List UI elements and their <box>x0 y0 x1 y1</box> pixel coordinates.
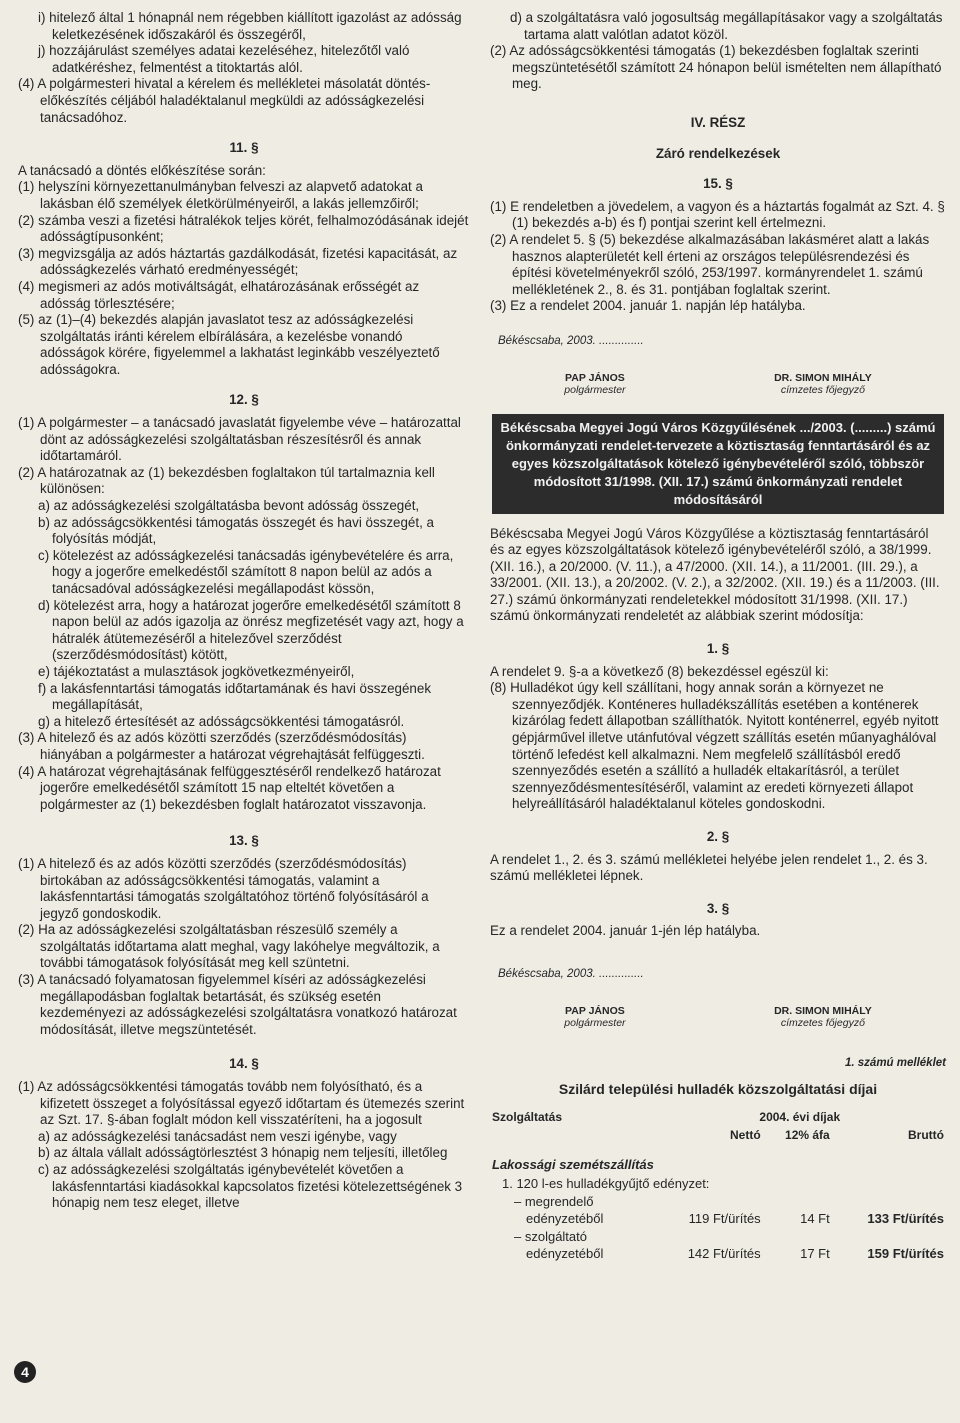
list-item: b) az általa vállalt adósságtörlesztést 3 hónapig nem teljesíti, illetőleg <box>38 1145 448 1161</box>
list-item: (2) Ha az adósságkezelési szolgáltatásban részesülő személy a szolgáltatás időtartama alatt meghal, vagy lakóhelye megváltozik, a további támogatások folyósítását meg kell szüntetni. <box>18 922 440 971</box>
left-column <box>18 10 470 1212</box>
signatory-name: DR. SIMON MIHÁLY <box>774 1004 872 1017</box>
section-title: 12. § <box>229 392 259 408</box>
paragraph: (2) A határozatnak az (1) bekezdésben foglaltakon túl tartalmaznia kell különösen: <box>18 464 435 497</box>
list-item: g) a hitelező értesítését az adósságcsökkentési támogatásról. <box>38 713 405 729</box>
place-date: Békéscsaba, 2003. .............. <box>498 967 644 980</box>
table-row <box>490 1193 946 1228</box>
right-column <box>490 10 946 1264</box>
section-title: 1. § <box>706 641 730 657</box>
section-title: 15. § <box>703 176 733 192</box>
section-title: 3. § <box>706 900 730 916</box>
column-header: 2004. évi díjak <box>759 1109 841 1124</box>
signature-mayor <box>564 372 625 396</box>
list-item: (1) E rendeletben a jövedelem, a vagyon és a háztartás fogalmát az Szt. 4. § (1) bekezdés a-b) és f) pontjai szerint kell értelmezni. <box>490 198 945 231</box>
category-row <box>490 1145 946 1175</box>
column-header: Nettó <box>730 1128 761 1143</box>
section-title: 13. § <box>229 833 259 849</box>
signature-clerk <box>774 1005 872 1029</box>
annex-title: Szilárd települési hulladék közszolgáltatási díjai <box>558 1081 878 1098</box>
list-item: (2) A rendelet 5. § (5) bekezdése alkalmazásában lakásméret alatt a lakás hasznos alapterületét kell érteni az országos településrendezési és építési követelményekről szóló, 253/1997. kormányrendelet 1. számú mellékletének 2., 8. és 31. pontjában foglaltak szerint. <box>490 231 930 297</box>
part-title: IV. RÉSZ <box>690 114 746 130</box>
paragraph: d) a szolgáltatásra való jogosultság megállapításakor vagy a szolgáltatás tartama alatt valótlan adatot közöl. <box>510 10 943 42</box>
section-title: 14. § <box>229 1056 259 1072</box>
paragraph: Békéscsaba Megyei Jogú Város Közgyűlése a köztisztaság fenntartásáról és az egyes közszolgáltatások kötelező igénybevételéről szóló, a 38/1999. (XII. 16.), a 20/2000. (V. 11.), a 47/2000. (XII. 14.), a 11/2001. (III. 29.), a 33/2001. (XII. 13.), a 20/2002. (V. 2.), a 32/2002. (XII. 19.) és a 11/2003. (III. 27.) számú önkormányzati rendeletekkel módosított 31/1998. (XII. 17.) számú önkormányzati rendeletét az alábbiak szerint módosítja: <box>490 525 940 624</box>
list-item: (5) az (1)–(4) bekezdés alapján javaslatot tesz az adósságkezelési szolgáltatás iránti kérelem elbírálására, a kezelésbe vonandó adósságok körére, figyelemmel a lakhatást leginkább veszélyeztető adósságokra. <box>18 312 440 377</box>
category-label: Lakossági szemétszállítás <box>492 1156 654 1172</box>
table-row <box>490 1228 946 1263</box>
paragraph: (4) A határozat végrehajtásának felfüggesztéséről rendelkező határozat jogerőre emelkedésétől számított 15 nap elteltét követően a polgármester az (1) bekezdésben foglalt határozatot visszavonja. <box>18 763 441 812</box>
paragraph: (2) Az adósságcsökkentési támogatás (1) bekezdésben foglaltak szerinti megszüntetésétől számított 24 hónapon belül ismételten nem állapítható meg. <box>490 43 942 92</box>
list-item: c) kötelezést az adósságkezelési tanácsadás igénybevételére és arra, hogy a jogerőre emelkedéstől számított 8 napon belül az adós a tanácsadóval adósságkezelési megállapodást kössön, <box>38 547 454 596</box>
column-header: 12% áfa <box>785 1128 830 1143</box>
paragraph: A tanácsadó a döntés előkészítése során: <box>18 162 266 178</box>
signature-mayor <box>564 1005 625 1029</box>
list-item: c) az adósságkezelési szolgáltatás igénybevételét követően a lakásfenntartási kiadásokkal kapcsolatos fizetési kötelezettségének 3 hónapig nem tesz eleget, illetve <box>38 1162 463 1211</box>
section-title: 11. § <box>229 140 259 156</box>
signatory-title: címzetes főjegyző <box>780 1016 865 1029</box>
part-subtitle: Záró rendelkezések <box>655 145 781 161</box>
vat-amount: 14 Ft <box>800 1210 830 1226</box>
place-date: Békéscsaba, 2003. .............. <box>498 334 644 347</box>
list-item: (3) megvizsgálja az adós háztartás gazdálkodását, fizetési kapacitását, az adósságkezelés várható eredményességét; <box>18 245 458 278</box>
row-label: – megrendelő edényzetéből <box>514 1194 604 1226</box>
list-item: a) az adósságkezelési szolgáltatásba bevont adósság összegét, <box>38 498 420 514</box>
annex-tag: 1. számú melléklet <box>845 1056 946 1069</box>
paragraph: Ez a rendelet 2004. január 1-jén lép hatályba. <box>490 923 761 939</box>
list-item: a) az adósságkezelési tanácsadást nem veszi igénybe, vagy <box>38 1128 397 1144</box>
paragraph: (1) Az adósságcsökkentési támogatás tovább nem folyósítható, és a kifizetett összeget a folyósítással egyező időtartam és ütemezés szerint az Szt. 17. §-ában foglalt módon kell visszatéríteni, ha a jogosult <box>18 1079 465 1128</box>
section-title: 2. § <box>706 829 730 844</box>
signatory-name: PAP JÁNOS <box>565 371 625 384</box>
column-header: Bruttó <box>908 1128 944 1143</box>
net-price: 142 Ft/ürítés <box>687 1245 761 1261</box>
page-number: 4 <box>14 1361 36 1383</box>
signature-block <box>490 1005 946 1029</box>
column-header: Szolgáltatás <box>492 1109 563 1124</box>
list-item: b) az adósságcsökkentési támogatás összegét és havi összegét, a folyósítás módját, <box>38 514 434 547</box>
signatory-title: polgármester <box>564 1016 626 1029</box>
list-item: (1) A hitelező és az adós közötti szerződés (szerződésmódosítás) birtokában az adósságcsökkentési támogatás, valamint a lakásfenntartási támogatás szolgáltatóhoz történő folyósításáról a jegyző gondoskodik. <box>18 855 429 921</box>
list-item: f) a lakásfenntartási támogatás időtartamának és havi összegének megállapítását, <box>38 680 432 713</box>
list-item: (4) megismeri az adós motiváltságát, elhatározásának erősségét az adósság törlesztésére; <box>18 278 420 311</box>
vat-amount: 17 Ft <box>800 1245 830 1261</box>
list-item: (3) Ez a rendelet 2004. január 1. napján lép hatályba. <box>490 298 806 314</box>
list-item: d) kötelezést arra, hogy a határozat jogerőre emelkedésétől számított 8 napon belül az adós igazolja az önrész megfizetését vagy azt, hogy a hátralék átütemezéséről a hitelezővel szerződést (szerződésmódosítást) kötött, <box>38 597 464 663</box>
row-label: – szolgáltató edényzetéből <box>514 1229 604 1261</box>
paragraph: i) hitelező által 1 hónapnál nem régebben kiállított igazolást az adósság keletkezésének időszakáról és összegéről, <box>38 10 462 42</box>
item-row <box>490 1175 946 1194</box>
gross-price: 159 Ft/ürítés <box>867 1245 944 1261</box>
list-item: (2) számba veszi a fizetési hátralékok teljes körét, felhalmozódásának idejét adósságtípusonként; <box>18 212 469 245</box>
paragraph: (1) A polgármester – a tanácsadó javaslatát figyelembe véve – határozattal dönt az adósságkezelési szolgáltatásban részesítésről és annak időtartamáról. <box>18 415 461 464</box>
paragraph: A rendelet 9. §-a a következő (8) bekezdéssel egészül ki: <box>490 663 829 679</box>
table-header-row <box>490 1108 946 1127</box>
list-item: (3) A tanácsadó folyamatosan figyelemmel kíséri az adósságkezelési megállapodásban foglaltak betartását, és szükség esetén kezdeményezi az adósságkezelési szolgáltatásra vonatkozó határozat módosítását, illetve megszüntetését. <box>18 972 457 1037</box>
paragraph: (4) A polgármesteri hivatal a kérelem és mellékletei másolatát döntés-előkészítés céljából haladéktalanul megküldi az adósságkezelési tanácsadóhoz. <box>18 76 431 125</box>
signature-clerk <box>774 372 872 396</box>
gross-price: 133 Ft/ürítés <box>867 1210 944 1226</box>
signatory-title: címzetes főjegyző <box>780 383 865 396</box>
paragraph: j) hozzájárulást személyes adatai kezeléséhez, hitelezőtől való adatkéréshez, felmentést a titoktartás alól. <box>38 43 410 75</box>
list-item: (1) helyszíni környezettanulmányban felveszi az alapvető adatokat a lakásban élő személyek életkörülményeiről, a lakás jellemzőiről; <box>18 179 423 211</box>
signatory-name: DR. SIMON MIHÁLY <box>774 371 872 384</box>
signature-block <box>490 372 946 396</box>
fee-table <box>490 1108 946 1264</box>
paragraph: (8) Hulladékot úgy kell szállítani, hogy annak során a környezet ne szennyeződjék. Konténeres hulladékszállítás esetében a konténerek kizárólag fedett állapotban szállíthatók. Nyitott konténerrel, egyéb nyitott gépjárművel illetve utánfutóval végzett szállítás esetén műanyaghálóval történő lefedést kell alkalmazni. Nem megfelelő szállításból eredő szennyeződés esetén a szállító a hulladék eltakarításról, a terület szennyeződésmentesítéséről, valamint az eredeti környezeti állapot helyreállításáról haladéktalanul köteles gondoskodni. <box>490 680 939 812</box>
signatory-title: polgármester <box>564 383 626 396</box>
table-header-row <box>490 1126 946 1145</box>
paragraph: A rendelet 1., 2. és 3. számú mellékletei helyébe jelen rendelet 1., 2. és 3. számú mellékletei lépnek. <box>490 851 928 884</box>
net-price: 119 Ft/ürítés <box>688 1210 761 1226</box>
item-label: 1. 120 l-es hulladékgyűjtő edényzet: <box>502 1175 710 1191</box>
signatory-name: PAP JÁNOS <box>565 1004 625 1017</box>
draft-title-banner: Békéscsaba Megyei Jogú Város Közgyűlésének .../2003. (.........) számú önkormányzati rendelet-tervezete a köztisztaság fenntartásáról és az egyes közszolgáltatások kötelező igénybevételéről szóló, többször módosított 31/1998. (XII. 17.) számú önkormányzati rendelet módosításáról <box>492 414 944 514</box>
paragraph: (3) A hitelező és az adós közötti szerződés (szerződésmódosítás) hiányában a polgármester a határozat végrehajtását felfüggeszti. <box>18 730 425 762</box>
list-item: e) tájékoztatást a mulasztások jogkövetkezményeiről, <box>38 663 355 679</box>
